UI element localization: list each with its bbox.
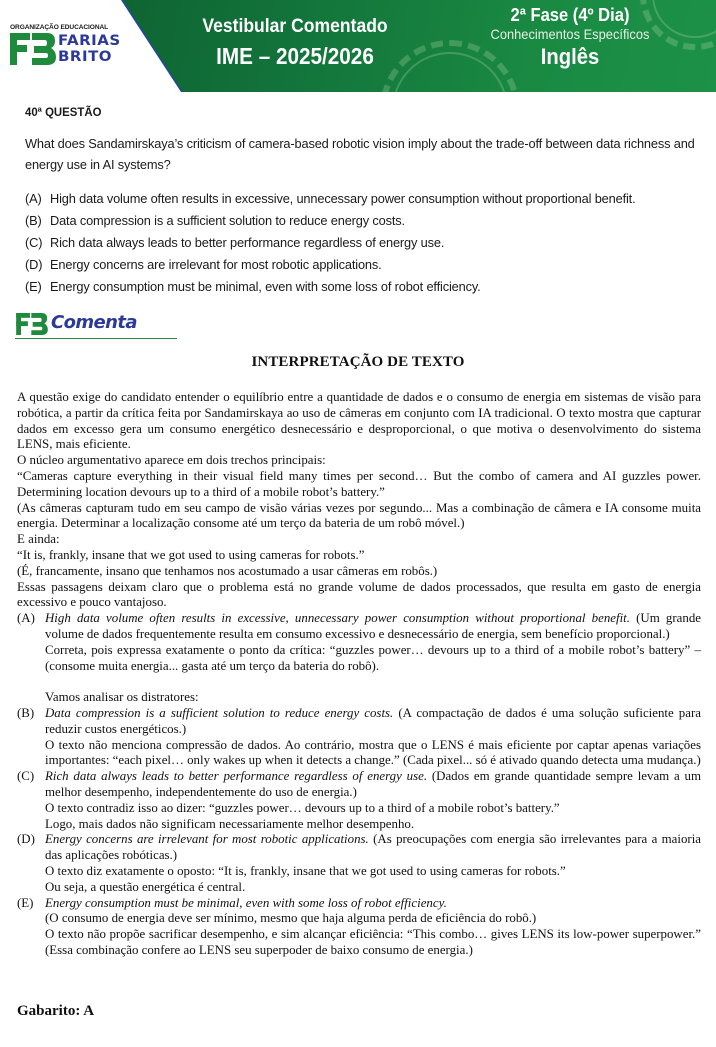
logo-organization-label: ORGANIZAÇÃO EDUCACIONAL xyxy=(10,24,109,31)
item-note: O texto não menciona compressão de dados. Ao contrário, mostra que o LENS é mais eficiente por captar apenas variações importantes: “each pixel… only wakes up when it detects a change.” (Cada pixel... só é ativado quando detecta uma mudança.) xyxy=(45,737,701,768)
item-statement: Energy consumption must be minimal, even with some loss of robot efficiency. xyxy=(45,895,447,910)
item-note: Ou seja, a questão energética é central. xyxy=(45,879,246,894)
item-translation: (A compactação de dados é uma solução suficiente para reduzir custos energéticos.) xyxy=(45,705,701,736)
quote-2-translation: (É, francamente, insano que tenhamos nos acostumado a usar câmeras em robôs.) xyxy=(17,563,438,578)
commentary-item-a xyxy=(17,611,701,674)
option-text: High data volume often results in excessive, unnecessary power consumption without proportional benefit. xyxy=(50,191,636,206)
commentary-item-c xyxy=(17,769,701,832)
option-text: Energy consumption must be minimal, even with some loss of robot efficiency. xyxy=(50,279,481,294)
commentary-item-e xyxy=(17,896,701,959)
item-letter: (D) xyxy=(17,832,35,847)
conclusion: Essas passagens deixam claro que o problema está no grande volume de dados processados, que resulta em gasto de energia excessivo e pouco vantajoso. xyxy=(17,579,701,610)
fb-logo-mark-icon xyxy=(15,313,49,335)
option-a xyxy=(25,188,695,210)
header-title-block xyxy=(190,14,400,72)
comenta-label: Comenta xyxy=(51,312,137,333)
intro-paragraph: A questão exige do candidato entender o equilíbrio entre a quantidade de dados e o consumo de energia em sistemas de visão para robótica, a partir da crítica feita por Sandamirskaya ao uso de câmeras em conjunto com IA tradicional. O texto mostra que capturar dados em excesso gera um consumo energético desnecessário e desproporcional, o que motiva o desenvolvimento do sistema LENS, mais eficiente. xyxy=(17,390,701,452)
commentary-body xyxy=(17,390,701,959)
option-text: Data compression is a sufficient solution to reduce energy costs. xyxy=(50,213,405,228)
quote-2: “It is, frankly, insane that we got used to using cameras for robots.” xyxy=(17,547,365,562)
item-translation: (Dados em grande quantidade sempre levam a um melhor desempenho, independentemente do uso de energia.) xyxy=(45,769,701,799)
header-phase: 2ª Fase (4º Dia) xyxy=(510,5,630,25)
question-section xyxy=(25,104,695,298)
logo-name-farias: FARIAS xyxy=(58,31,121,49)
option-e xyxy=(25,276,695,298)
and-also: E ainda: xyxy=(17,532,60,547)
option-letter: (A) xyxy=(25,191,42,206)
header-subject: Inglês xyxy=(540,44,600,69)
section-title: INTERPRETAÇÃO DE TEXTO xyxy=(251,354,465,370)
header-exam: IME – 2025/2026 xyxy=(216,43,374,69)
fb-logo-mark-icon xyxy=(10,33,56,65)
option-c xyxy=(25,232,695,254)
question-number: 40ª QUESTÃO xyxy=(25,105,102,119)
item-note: Correta, pois expressa exatamente o ponto da crítica: “guzzles power… devours up to a third of a mobile robot’s battery” – (consome muita energia... gasta até um terço da bateria do robô). xyxy=(45,642,701,673)
item-statement: High data volume often results in excessive, unnecessary power consumption without proportional benefit. xyxy=(45,611,630,626)
quote-1: “Cameras capture everything in their visual field many times per second… But the combo of camera and AI guzzles power. Determining location devours up to a third of a mobile robot’s battery.” xyxy=(17,468,701,499)
item-translation: (Um grande volume de dados frequentemente resulta em consumo excessivo e desnecessário de energia, sem benefício proporcional.) xyxy=(45,611,701,641)
option-b xyxy=(25,210,695,232)
option-letter: (C) xyxy=(25,235,43,250)
distractors-intro: Vamos analisar os distratores: xyxy=(45,690,199,705)
farias-brito-logo xyxy=(10,24,130,70)
item-note: (O consumo de energia deve ser mínimo, mesmo que haja alguma perda de eficiência do robô.) xyxy=(45,911,537,926)
answer-key: Gabarito: A xyxy=(17,1003,95,1019)
option-letter: (B) xyxy=(25,213,42,228)
item-letter: (A) xyxy=(17,611,35,626)
header-subject-block xyxy=(470,4,670,71)
item-statement: Data compression is a sufficient solution to reduce energy costs. xyxy=(45,705,394,720)
item-note: O texto contradiz isso ao dizer: “guzzles power… devours up to a third of a mobile robot’s battery.” xyxy=(45,800,560,815)
page-header xyxy=(0,0,716,92)
item-translation: (As preocupações com energia são irrelevantes para a maioria das aplicações robóticas.) xyxy=(45,832,701,863)
comenta-badge xyxy=(15,313,177,339)
option-letter: (D) xyxy=(25,257,43,272)
option-d xyxy=(25,254,695,276)
item-note: O texto diz exatamente o oposto: “It is, frankly, insane that we got used to using cameras for robots.” xyxy=(45,863,566,878)
item-letter: (C) xyxy=(17,769,35,784)
commentary-item-b xyxy=(17,706,701,769)
question-options xyxy=(25,188,695,298)
quote-1-translation: (As câmeras capturam tudo em seu campo de visão várias vezes por segundo... Mas a combinação de câmera e IA consome muita energia. Determinar a localização consome até um terço da bateria de um robô móvel.) xyxy=(17,500,701,531)
header-area: Conhecimentos Específicos xyxy=(490,26,650,42)
core-intro: O núcleo argumentativo aparece em dois trechos principais: xyxy=(17,453,326,468)
logo-name-brito: BRITO xyxy=(58,47,113,65)
item-note: O texto não propõe sacrificar desempenho, e sim alcançar eficiência: “This combo… gives LENS its low-power superpower.” (Essa combinação confere ao LENS seu superpoder de baixo consumo de energia.) xyxy=(45,927,701,957)
item-letter: (B) xyxy=(17,705,35,720)
item-statement: Energy concerns are irrelevant for most robotic applications. xyxy=(45,832,369,847)
commentary-item-d xyxy=(17,832,701,895)
item-statement: Rich data always leads to better performance regardless of energy use. xyxy=(45,769,428,784)
item-note: Logo, mais dados não significam necessariamente melhor desempenho. xyxy=(45,816,415,831)
option-text: Energy concerns are irrelevant for most robotic applications. xyxy=(50,257,382,272)
item-letter: (E) xyxy=(17,895,34,910)
option-letter: (E) xyxy=(25,279,42,294)
option-text: Rich data always leads to better performance regardless of energy use. xyxy=(50,235,445,250)
header-title: Vestibular Comentado xyxy=(202,15,388,37)
question-stem: What does Sandamirskaya’s criticism of camera-based robotic vision imply about the trade-off between data richness and energy use in AI systems? xyxy=(25,136,695,172)
